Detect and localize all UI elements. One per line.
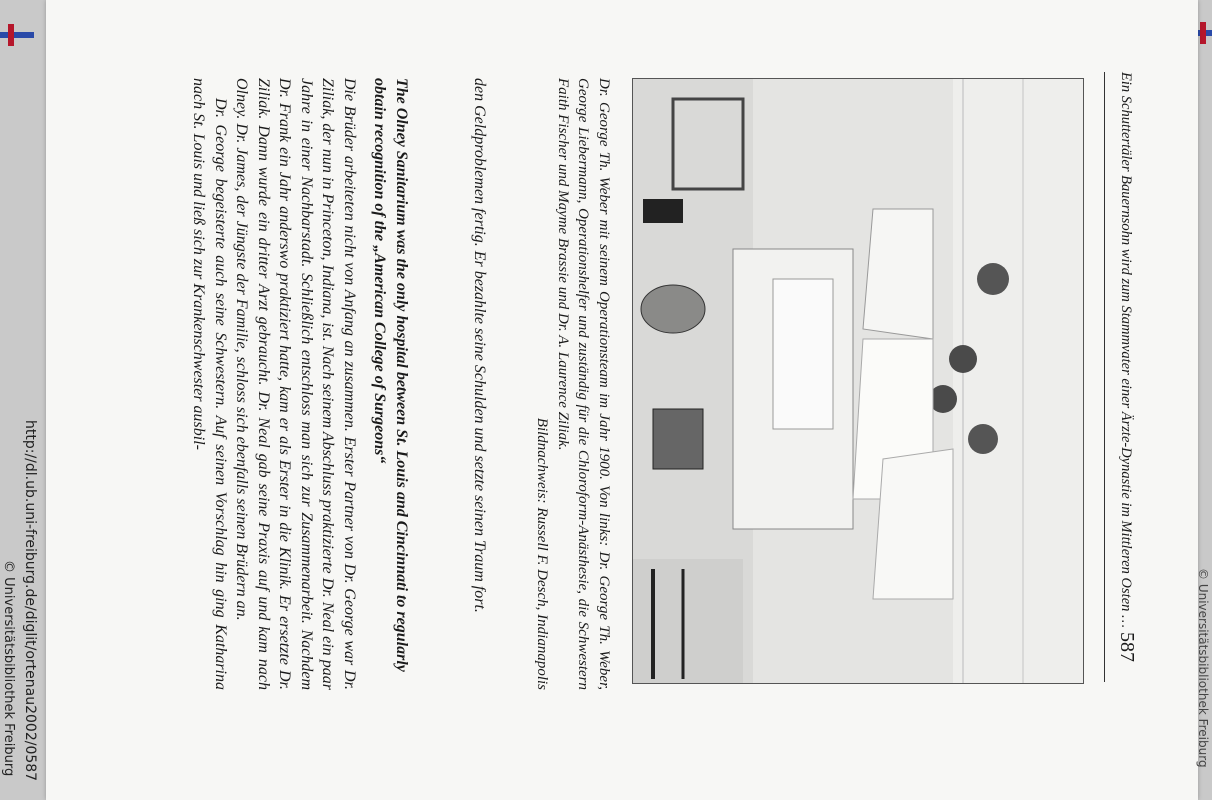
paragraph: Die Brüder arbeiteten nicht von Anfang an zusammen. Erster Partner von Dr. George war Dr. Ziliak, der nun in Princeton, Indiana, ist. Nach seinem Abschluss praktizierte Dr. Neal ein paar Jahre in einer Nachbarstadt. Schließlich entschloss man sich zur Zusammenarbeit. Nachdem Dr. Frank ein Jahr anderswo praktiziert hatte, kam er als Erster in die Klinik. Er ersetzte Dr. Ziliak. Dann wurde ein dritter Arzt gebraucht. Dr. Neal gab seine Praxis auf und kam nach Olney. Dr. James, der Jüngste der Familie, schloss sich ebenfalls seinen Brüdern an. [233, 78, 358, 690]
photo-illustration [633, 79, 1083, 683]
section-heading-text: The Olney Sanitarium was the only hospital between St. Louis and Cincinnati to regularly obtain recognition of the „American College of Surgeons“ [371, 78, 410, 672]
photo-credit: Bildnachweis: Russell F. Desch, Indianapolis [534, 417, 551, 690]
continuation-text: den Geldproblemen fertig. Er bezahlte seine Schulden und setzte seinen Traum fort. [471, 78, 488, 613]
body-continuation [469, 78, 491, 690]
paragraph: Dr. George begeisterte auch seine Schwestern. Auf seinen Vorschlag hin ging Katharina nach St. Louis und ließ sich zur Krankenschwester ausbil- [190, 78, 229, 690]
scanned-page [46, 0, 1198, 800]
flag-icon-right [1198, 22, 1212, 44]
section-heading [369, 78, 412, 690]
running-header-text: Ein Schuttertäler Bauernsohn wird zum Stammvater einer Ärzte-Dynastie im Mittleren Osten … [1118, 72, 1134, 628]
running-header [1116, 72, 1138, 682]
photo-caption [532, 78, 614, 690]
page-number: 587 [1116, 632, 1138, 662]
copyright-notice: © Universitätsbibliothek Freiburg [1, 560, 16, 777]
source-url[interactable]: http://dl.ub.uni-freiburg.de/diglit/ortenau2002/0587 [22, 420, 38, 782]
flag-icon [0, 24, 34, 46]
body-text [188, 78, 360, 690]
surgery-photo [632, 78, 1084, 684]
header-rule [1104, 72, 1105, 682]
caption-text: Dr. George Th. Weber mit seinem Operationsteam im Jahr 1900. Von links: Dr. George Th. Weber, George Liebermann, Operationshelfer und zuständig für die Chloroform-Anästhesie, die Schwestern Faith Fischer und Mayme Brassie und Dr. A. Laurence Ziliak. [555, 78, 612, 690]
right-edge-copyright: © Universitätsbibliothek Freiburg [1196, 568, 1210, 768]
